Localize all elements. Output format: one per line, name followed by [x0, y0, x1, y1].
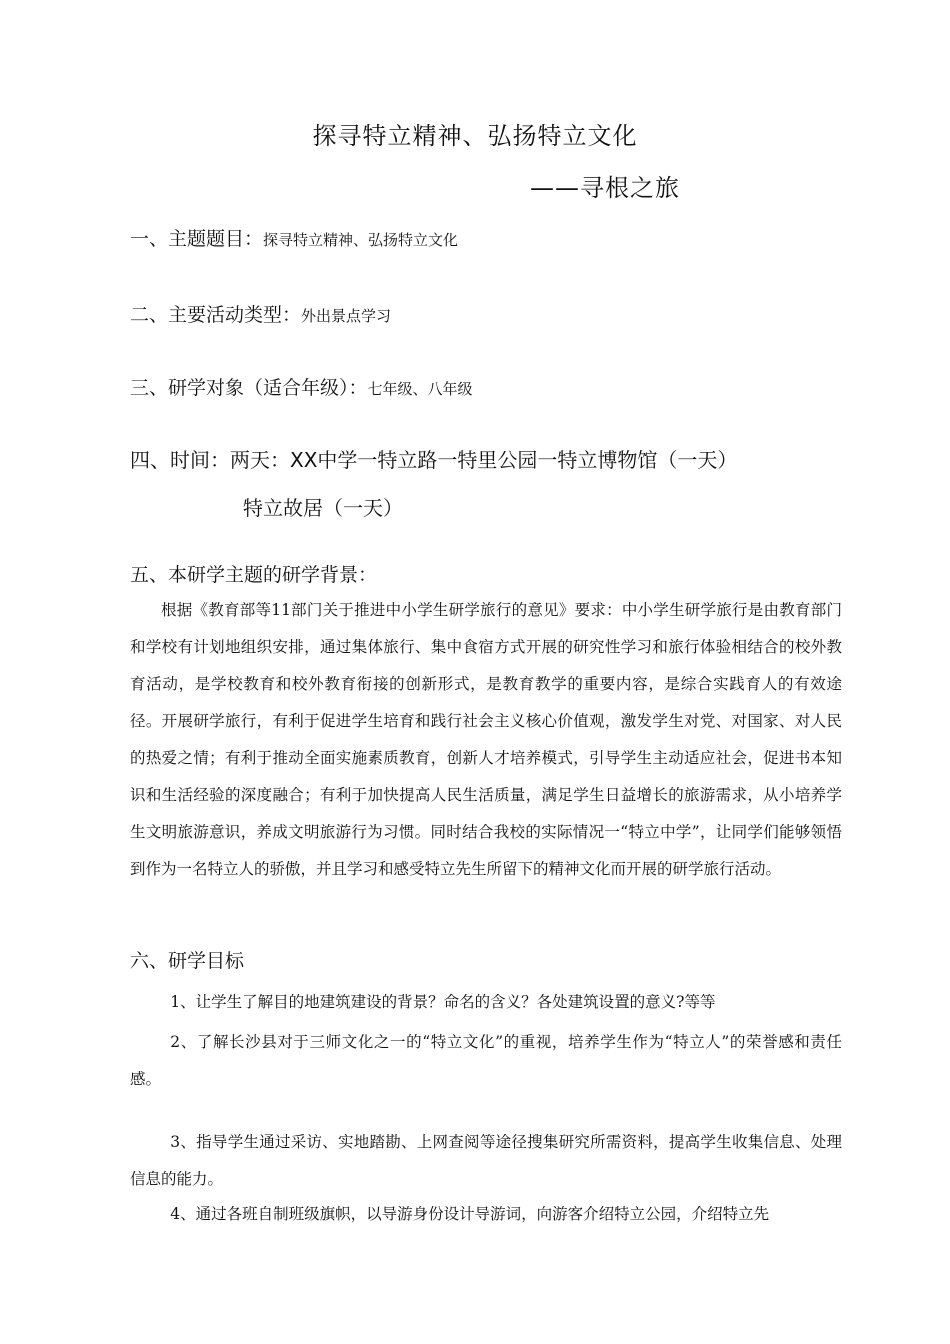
goal-item-2: 2、了解长沙县对于三师文化之一的“特立文化”的重视，培养学生作为“特立人”的荣誉感和责任感。 [130, 1033, 842, 1088]
section-4-heading: 四、时间：两天：XX中学一特立路一特里公园一特立博物馆（一天） [130, 448, 738, 472]
section-3-heading [130, 373, 473, 400]
section-2-heading [130, 300, 391, 327]
document-subtitle: ——寻根之旅 [530, 174, 680, 202]
section-3-value: 七年级、八年级 [367, 380, 473, 398]
section-1-value: 探寻特立精神、弘扬特立文化 [263, 231, 459, 249]
section-1-label: 一、主题题目： [130, 228, 264, 250]
section-1-heading [130, 224, 458, 251]
goal-item-4: 4、通过各班自制班级旗帜，以导游身份设计导游词，向游客介绍特立公园，介绍特立先 [170, 1205, 770, 1223]
document-title: 探寻特立精神、弘扬特立文化 [312, 122, 638, 150]
goal-item-1: 1、让学生了解目的地建筑建设的背景？命名的含义？各处建筑设置的意义?等等 [170, 993, 716, 1011]
section-2-value: 外出景点学习 [301, 307, 392, 325]
section-3-label: 三、研学对象（适合年级）： [130, 377, 368, 399]
section-2-label: 二、主要活动类型： [130, 304, 302, 326]
section-5-heading: 五、本研学主题的研学背景： [130, 564, 378, 586]
section-4-line2: 特立故居（一天） [243, 496, 403, 520]
section-6-heading: 六、研学目标 [130, 950, 245, 972]
goal-item-3: 3、指导学生通过采访、实地踏勘、上网查阅等途径搜集研究所需资料，提高学生收集信息、处理信息的能力。 [130, 1133, 842, 1188]
section-5-paragraph: 根据《教育部等11部门关于推进中小学生研学旅行的意见》要求：中小学生研学旅行是由教育部门和学校有计划地组织安排，通过集体旅行、集中食宿方式开展的研究性学习和旅行体验相结合的校外教育活动，是学校教育和校外教育衔接的创新形式，是教育教学的重要内容，是综合实践育人的有效途径。开展研学旅行，有利于促进学生培育和践行社会主义核心价值观，激发学生对党、对国家、对人民的热爱之情；有利于推动全面实施素质教育，创新人才培养模式，引导学生主动适应社会，促进书本知识和生活经验的深度融合；有利于加快提高人民生活质量，满足学生日益增长的旅游需求，从小培养学生文明旅游意识，养成文明旅游行为习惯。同时结合我校的实际情况一“特立中学”，让同学们能够领悟到作为一名特立人的骄傲，并且学习和感受特立先生所留下的精神文化而开展的研学旅行活动。 [130, 601, 842, 878]
